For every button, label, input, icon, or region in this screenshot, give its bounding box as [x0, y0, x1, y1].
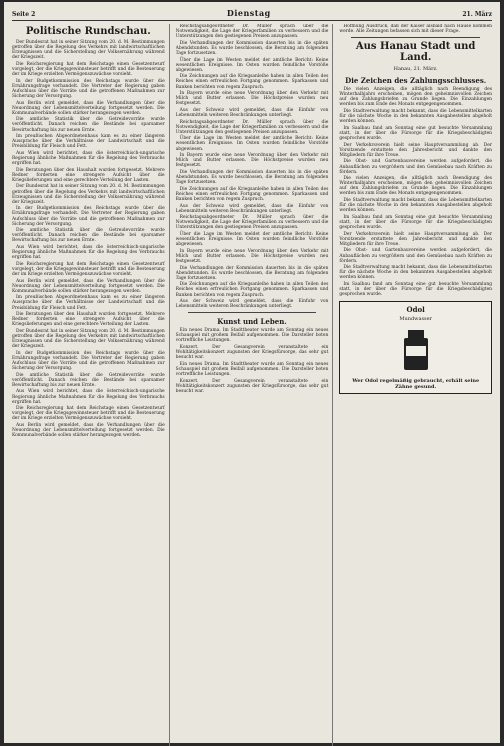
paragraph: Im preußischen Abgeordnetenhaus kam es zu einer längeren Aussprache über die Verhältnisse der Landwirtschaft und die Preisbildung für Fleisch und Fett.: [12, 295, 165, 311]
ad-subtitle: Mundwasser: [399, 316, 432, 323]
column-right: [339, 24, 492, 746]
column-middle: [176, 24, 334, 746]
paragraph: In der Budgetkommission des Reichstags wurde über die Ernährungsfrage verhandelt. Die Vertreter der Regierung gaben Aufschluss über die Vorräte und die getroffenen Maßnahmen zur Sicherung der Versorgung.: [12, 78, 165, 99]
paragraph: Die amtliche Statistik über die Getreidevorräte wurde veröffentlicht. Danach reichen die Bestände bei sparsamer Bewirtschaftung bis zur neuen Ernte.: [12, 372, 165, 388]
paragraph: Im Saalbau fand am Sonntag eine gut besuchte Versammlung statt, in der über die Fürsorge für die Kriegsbeschädigten gesprochen wurde.: [339, 214, 493, 231]
paragraph: Die Stadtverwaltung macht bekannt, dass die Lebensmittelkarten für die nächste Woche in den bekannten Ausgabestellen abgeholt werden können.: [339, 109, 493, 125]
paragraph: Ein neues Drama. Im Stadttheater wurde am Sonntag ein neues Schauspiel mit großem Beifall aufgenommen. Die Darsteller boten vortreffliche Leistungen.: [175, 361, 329, 378]
paragraph: In Bayern wurde eine neue Verordnung über den Verkehr mit Milch und Butter erlassen. Die Höchstpreise wurden neu festgesetzt.: [175, 248, 329, 264]
masthead: [12, 8, 492, 21]
ad-title: Odol: [406, 305, 425, 315]
paragraph: Die Stadtverwaltung macht bekannt, dass die Lebensmittelkarten für die nächste Woche in den bekannten Ausgabestellen abgeholt werden können.: [339, 265, 493, 281]
column-left: [12, 24, 170, 746]
paragraph: Im preußischen Abgeordnetenhaus kam es zu einer längeren Aussprache über die Verhältnisse der Landwirtschaft und die Preisbildung für Fleisch und Fett.: [12, 134, 165, 150]
paragraph: Der Verkehrsverein hielt seine Hauptversammlung ab. Der Vorsitzende erstattete den Jahresbericht und dankte den Mitgliedern für ihre Treue.: [339, 231, 493, 247]
advertisement: [339, 301, 492, 394]
paragraph: Der Bundesrat hat in seiner Sitzung vom 20. d. M. Bestimmungen getroffen über die Regelung des Verkehrs mit landwirtschaftlichen Erzeugnissen und die Sicherstellung der Volksernährung während der Kriegszeit.: [12, 40, 165, 61]
paragraph: Hoffnung Ausdruck, daß der Kaiser alsbald nach Hause kommen werde. Alle Zeitungen befassen sich mit dieser Frage.: [339, 24, 493, 35]
paragraph: Die Zeichnungen auf die Kriegsanleihe haben in allen Teilen des Reiches einen erfreulichen Fortgang genommen. Sparkassen und Banken berichten von regem Zuspruch.: [175, 74, 329, 90]
paragraph: In der Budgetkommission des Reichstags wurde über die Ernährungsfrage verhandelt. Die Vertreter der Regierung gaben Aufschluss über die Vorräte und die getroffenen Maßnahmen zur Sicherung der Versorgung.: [12, 206, 165, 227]
paragraph: Die vielen Anzeigen, die alltäglich nach Beendigung des Winterhalbjahrs erscheinen, mögen den geheimnisvollen Zeichen auf den Zahlungsbriefen zu Grunde liegen. Die Einzahlungen werden bis zum Ende des Monats entgegengenommen.: [339, 87, 493, 108]
paragraph: Aus der Schweiz wird gemeldet, dass die Einfuhr von Lebensmitteln weiteren Beschränkungen unterliegt.: [175, 203, 329, 214]
paragraph: Aus Wien wird berichtet, dass die österreichisch-ungarische Regierung ähnliche Maßnahmen für die Regelung des Verbrauchs ergriffen hat.: [12, 150, 165, 167]
paragraph: Über die Lage im Westen meldet der amtliche Bericht: Keine wesentlichen Ereignisse. Im Osten wurden feindliche Vorstöße abgewiesen.: [175, 57, 329, 73]
paragraph: Aus der Schweiz wird gemeldet, dass die Einfuhr von Lebensmitteln weiteren Beschränkungen unterliegt.: [175, 107, 329, 118]
paragraph: Die Zeichnungen auf die Kriegsanleihe haben in allen Teilen des Reiches einen erfreulichen Fortgang genommen. Sparkassen und Banken berichten von regem Zuspruch.: [175, 282, 329, 298]
article-intro: [339, 24, 492, 34]
paragraph: Der Bundesrat hat in seiner Sitzung vom 20. d. M. Bestimmungen getroffen über die Regelung des Verkehrs mit landwirtschaftlichen Erzeugnissen und die Sicherstellung der Volksernährung während der Kriegszeit.: [12, 184, 165, 205]
dateline: Hanau, 21. März.: [393, 66, 438, 73]
subheadline-local: Die Zeichen des Zahlungsschlusses.: [345, 76, 487, 86]
paragraph: Die amtliche Statistik über die Getreidevorräte wurde veröffentlicht. Danach reichen die Bestände bei sparsamer Bewirtschaftung bis zur neuen Ernte.: [12, 228, 165, 244]
page-number: Seite 2: [12, 11, 36, 18]
divider: [351, 37, 480, 38]
paragraph: Reichstagsabgeordneter Dr. Müller sprach über die Notwendigkeit, die Lage der Kriegerfamilien zu verbessern und die Unterstützungen den gestiegenen Preisen anzupassen.: [175, 24, 329, 40]
paragraph: Aus Wien wird berichtet, dass die österreichisch-ungarische Regierung ähnliche Maßnahmen für die Regelung des Verbrauchs ergriffen hat.: [12, 389, 165, 405]
paragraph: Über die Lage im Westen meldet der amtliche Bericht: Keine wesentlichen Ereignisse. Im Osten wurden feindliche Vorstöße abgewiesen.: [175, 231, 329, 248]
paragraph: Die amtliche Statistik über die Getreidevorräte wurde veröffentlicht. Danach reichen die Bestände bei sparsamer Bewirtschaftung bis zur neuen Ernte.: [12, 117, 165, 133]
paragraph: Die Reichsregierung hat dem Reichstage einen Gesetzentwurf vorgelegt, der die Kriegsgewinnsteuer betrifft und die Besteuerung der im Kriege erzielten Vermögenszuwächse vorsieht.: [12, 261, 165, 277]
paragraph: Die Verhandlungen der Kommission dauerten bis in die späten Abendstunden. Es wurde beschlossen, die Beratung am folgenden Tage fortzusetzen.: [175, 40, 329, 56]
paragraph: Die Reichsregierung hat dem Reichstage einen Gesetzentwurf vorgelegt, der die Kriegsgewinnsteuer betrifft und die Besteuerung der im Kriege erzielten Vermögenszuwächse vorsieht.: [12, 406, 165, 422]
paragraph: Die Obst- und Gartenbauvereine werden aufgefordert, die Anbauflächen zu vergrößern und den Gemüsebau nach Kräften zu fördern.: [339, 248, 493, 264]
paragraph: Ein neues Drama. Im Stadttheater wurde am Sonntag ein neues Schauspiel mit großem Beifall aufgenommen. Die Darsteller boten vortreffliche Leistungen.: [175, 328, 329, 344]
paragraph: In Bayern wurde eine neue Verordnung über den Verkehr mit Milch und Butter erlassen. Die Höchstpreise wurden neu festgesetzt.: [175, 153, 329, 169]
paragraph: Die Beratungen über den Haushalt wurden fortgesetzt. Mehrere Redner forderten eine strengere Aufsicht über die Kriegslieferungen und eine gerechtere Verteilung der Lasten.: [12, 167, 165, 183]
ad-slogan: Wer Odol regelmäßig gebraucht, erhält seine Zähne gesund.: [352, 378, 480, 391]
paragraph: Die Zeichnungen auf die Kriegsanleihe haben in allen Teilen des Reiches einen erfreulichen Fortgang genommen. Sparkassen und Banken berichten von regem Zuspruch.: [175, 186, 329, 202]
issue-date: 21. März: [462, 11, 492, 18]
paragraph: Aus Berlin wird gemeldet, dass die Verhandlungen über die Neuordnung der Lebensmittelverteilung fortgesetzt werden. Die Kommunalverbände sollen stärker herangezogen werden.: [12, 100, 165, 116]
paragraph: Reichstagsabgeordneter Dr. Müller sprach über die Notwendigkeit, die Lage der Kriegerfamilien zu verbessern und die Unterstützungen den gestiegenen Preisen anzupassen.: [175, 215, 329, 231]
article-politics: [12, 40, 165, 438]
article-local: [339, 87, 492, 297]
paragraph: Aus Berlin wird gemeldet, dass die Verhandlungen über die Neuordnung der Lebensmittelverteilung fortgesetzt werden. Die Kommunalverbände sollen stärker herangezogen werden.: [12, 278, 165, 294]
paragraph: Die Verhandlungen der Kommission dauerten bis in die späten Abendstunden. Es wurde beschlossen, die Beratung am folgenden Tage fortzusetzen.: [175, 265, 329, 281]
paragraph: In Bayern wurde eine neue Verordnung über den Verkehr mit Milch und Butter erlassen. Die Höchstpreise wurden neu festgesetzt.: [175, 91, 329, 107]
ad-bottle-illustration: [386, 326, 446, 374]
weekday: Dienstag: [226, 8, 271, 18]
article-continued: [176, 24, 329, 309]
paragraph: Die Verhandlungen der Kommission dauerten bis in die späten Abendstunden. Es wurde beschlossen, die Beratung am folgenden Tage fortzusetzen.: [175, 169, 329, 186]
divider: [188, 312, 317, 313]
paragraph: Im Saalbau fand am Sonntag eine gut besuchte Versammlung statt, in der über die Fürsorge für die Kriegsbeschädigten gesprochen wurde.: [339, 125, 493, 142]
paragraph: Die Obst- und Gartenbauvereine werden aufgefordert, die Anbauflächen zu vergrößern und den Gemüsebau nach Kräften zu fördern.: [339, 159, 493, 175]
paragraph: Konzert. Der Gesangverein veranstaltete ein Wohltätigkeitskonzert zugunsten der Kriegsfürsorge, das sehr gut besucht war.: [175, 345, 329, 361]
paragraph: Der Bundesrat hat in seiner Sitzung vom 20. d. M. Bestimmungen getroffen über die Regelung des Verkehrs mit landwirtschaftlichen Erzeugnissen und die Sicherstellung der Volksernährung während der Kriegszeit.: [12, 328, 165, 350]
paragraph: Aus Wien wird berichtet, dass die österreichisch-ungarische Regierung ähnliche Maßnahmen für die Regelung des Verbrauchs ergriffen hat.: [12, 244, 165, 261]
paragraph: Die Reichsregierung hat dem Reichstage einen Gesetzentwurf vorgelegt, der die Kriegsgewinnsteuer betrifft und die Besteuerung der im Kriege erzielten Vermögenszuwächse vorsieht.: [12, 61, 165, 78]
paragraph: Aus der Schweiz wird gemeldet, dass die Einfuhr von Lebensmitteln weiteren Beschränkungen unterliegt.: [175, 299, 329, 310]
paragraph: Der Verkehrsverein hielt seine Hauptversammlung ab. Der Vorsitzende erstattete den Jahresbericht und dankte den Mitgliedern für ihre Treue.: [339, 142, 493, 158]
paragraph: Über die Lage im Westen meldet der amtliche Bericht: Keine wesentlichen Ereignisse. Im Osten wurden feindliche Vorstöße abgewiesen.: [175, 136, 329, 152]
paragraph: Konzert. Der Gesangverein veranstaltete ein Wohltätigkeitskonzert zugunsten der Kriegsfürsorge, das sehr gut besucht war.: [175, 378, 329, 394]
paragraph: Reichstagsabgeordneter Dr. Müller sprach über die Notwendigkeit, die Lage der Kriegerfamilien zu verbessern und die Unterstützungen den gestiegenen Preisen anzupassen.: [175, 119, 329, 135]
headline-politics: Politische Rundschau.: [25, 26, 151, 37]
newspaper-page: [4, 2, 500, 743]
paragraph: Im Saalbau fand am Sonntag eine gut besuchte Versammlung statt, in der über die Fürsorge für die Kriegsbeschädigten gesprochen wurde.: [339, 281, 493, 298]
paragraph: Die vielen Anzeigen, die alltäglich nach Beendigung des Winterhalbjahrs erscheinen, mögen den geheimnisvollen Zeichen auf den Zahlungsbriefen zu Grunde liegen. Die Einzahlungen werden bis zum Ende des Monats entgegengenommen.: [339, 176, 493, 197]
paragraph: Die Stadtverwaltung macht bekannt, dass die Lebensmittelkarten für die nächste Woche in den bekannten Ausgabestellen abgeholt werden können.: [339, 198, 493, 214]
paragraph: In der Budgetkommission des Reichstags wurde über die Ernährungsfrage verhandelt. Die Vertreter der Regierung gaben Aufschluss über die Vorräte und die getroffenen Maßnahmen zur Sicherung der Versorgung.: [12, 350, 165, 372]
paragraph: Die Beratungen über den Haushalt wurden fortgesetzt. Mehrere Redner forderten eine strengere Aufsicht über die Kriegslieferungen und eine gerechtere Verteilung der Lasten.: [12, 312, 165, 328]
article-culture: [176, 328, 329, 394]
paragraph: Aus Berlin wird gemeldet, dass die Verhandlungen über die Neuordnung der Lebensmittelverteilung fortgesetzt werden. Die Kommunalverbände sollen stärker herangezogen werden.: [12, 422, 165, 439]
headline-local: Aus Hanau Stadt und Land.: [355, 41, 476, 64]
headline-culture: Kunst und Leben.: [217, 317, 287, 327]
